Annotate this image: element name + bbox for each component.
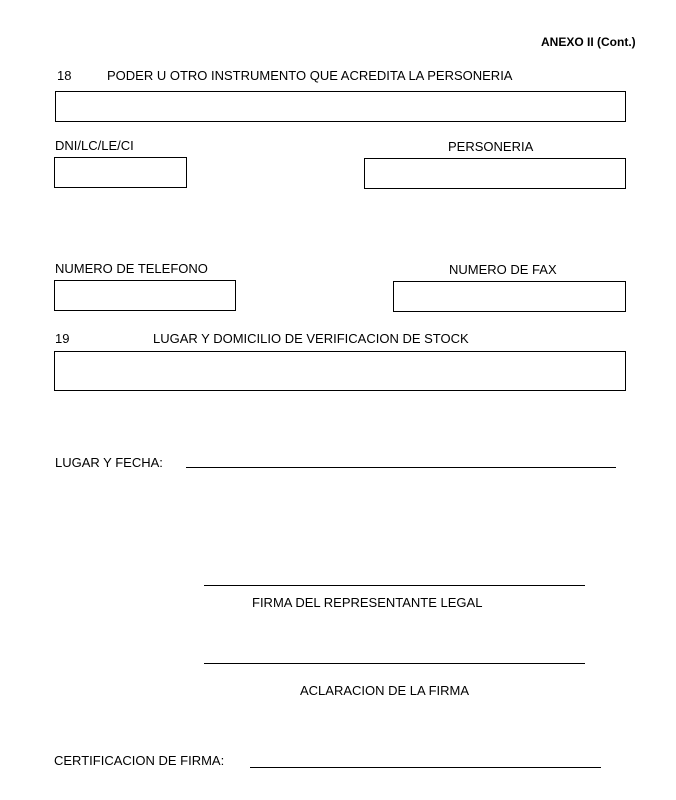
section-19-title: LUGAR Y DOMICILIO DE VERIFICACION DE STOCK [153,331,469,346]
personeria-label: PERSONERIA [448,139,534,154]
firma-label: FIRMA DEL REPRESENTANTE LEGAL [252,595,483,610]
certificacion-line[interactable] [250,767,601,768]
section-18-title: PODER U OTRO INSTRUMENTO QUE ACREDITA LA PERSONERIA [107,68,513,83]
domicilio-field[interactable] [54,351,626,391]
aclaracion-label: ACLARACION DE LA FIRMA [300,683,470,698]
instrument-field[interactable] [55,91,626,122]
aclaracion-line[interactable] [204,663,585,664]
telefono-label: NUMERO DE TELEFONO [55,261,208,276]
lugar-fecha-line[interactable] [186,467,616,468]
lugar-fecha-label: LUGAR Y FECHA: [55,455,163,470]
section-18-number: 18 [57,68,72,83]
section-19-number: 19 [55,331,70,346]
fax-field[interactable] [393,281,626,312]
fax-label: NUMERO DE FAX [449,262,557,277]
dni-label: DNI/LC/LE/CI [55,138,134,153]
annex-label: ANEXO II (Cont.) [541,35,636,49]
firma-line[interactable] [204,585,585,586]
certificacion-label: CERTIFICACION DE FIRMA: [54,753,225,768]
personeria-field[interactable] [364,158,626,189]
telefono-field[interactable] [54,280,236,311]
dni-field[interactable] [54,157,187,188]
